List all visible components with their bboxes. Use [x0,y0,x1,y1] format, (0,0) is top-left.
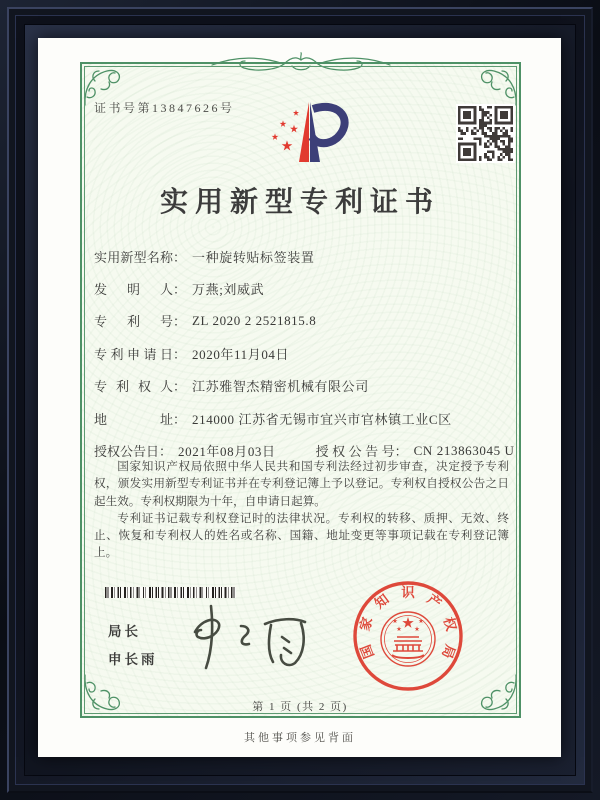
field-row-name [94,240,512,272]
qr-code-icon [456,104,515,163]
page-info: 第 1 页 (共 2 页) [252,701,348,713]
emblem-stars [393,617,424,631]
signer-name: 申长雨 [108,652,158,667]
field-label: 专利号 [94,314,173,330]
field-label: 专利申请日 [94,346,173,362]
field-row-inventor [94,272,512,304]
field-value: 214000 江苏省无锡市宜兴市官林镇工业C区 [192,411,452,427]
top-ornament-icon [206,52,396,78]
legal-paragraph: 国家知识产权局依照中华人民共和国专利法经过初步审查，决定授予专利权，颁发实用新型专利证书并在专利登记簿上予以登记。专利权自授权公告之日起生效。专利权期限为十年，自申请日起算。 [94,460,509,508]
emblem-gate [393,637,423,651]
cnipa-logo-icon [237,96,365,174]
svg-text:产: 产 [424,591,445,612]
field-colon: ： [394,444,408,460]
field-colon: ： [173,282,187,298]
field-label: 发明人 [94,282,173,298]
field-colon: ： [173,249,187,265]
field-label: 地址 [94,411,173,427]
field-colon: ： [173,314,187,330]
legal-paragraph: 专利证书记载专利权登记时的法律状况。专利权的转移、质押、无效、终止、恢复和专利权人的姓名或名称、国籍、地址变更等事项记载在专利登记簿上。 [94,511,509,560]
footer-note: 其他事项参见背面 [244,732,356,744]
field-row-patentee [94,370,512,402]
svg-text:识: 识 [401,585,415,600]
certificate-title: 实用新型专利证书 [159,187,440,218]
signer-title: 局长 [108,624,141,639]
svg-text:家: 家 [357,615,376,633]
field-value: 万燕;刘威武 [192,282,265,298]
field-colon: ： [173,346,187,362]
legal-text [94,458,509,562]
field-row-filing-date [94,337,512,369]
certificate-number: 证书号第13847626号 [94,101,235,115]
field-value: 2020年11月04日 [192,346,290,362]
field-label: 授权公告号 [315,444,395,460]
field-value: 一种旋转贴标签装置 [192,249,315,265]
field-colon: ： [159,444,173,460]
handwritten-signature-icon [183,596,323,678]
field-row-patent-number [94,305,512,337]
field-colon: ： [173,379,187,395]
field-row-address [94,402,512,434]
svg-text:国: 国 [358,642,377,661]
field-value: ZL 2020 2 2521815.8 [192,312,317,328]
signer-block [108,616,158,672]
svg-text:局: 局 [439,642,458,661]
field-label: 授权公告日 [94,444,160,460]
field-value: 2021年08月03日 [178,444,276,460]
field-label: 专利权人 [94,379,173,395]
svg-text:知: 知 [371,591,392,612]
field-value: CN 213863045 U [413,442,515,458]
field-list [94,240,515,467]
svg-text:权: 权 [440,615,459,633]
official-seal-icon [347,579,469,701]
field-label: 实用新型名称 [94,249,173,265]
field-value: 江苏雅智杰精密机械有限公司 [192,379,369,395]
corner-flourish-icon [474,63,520,109]
field-colon: ： [173,411,187,427]
